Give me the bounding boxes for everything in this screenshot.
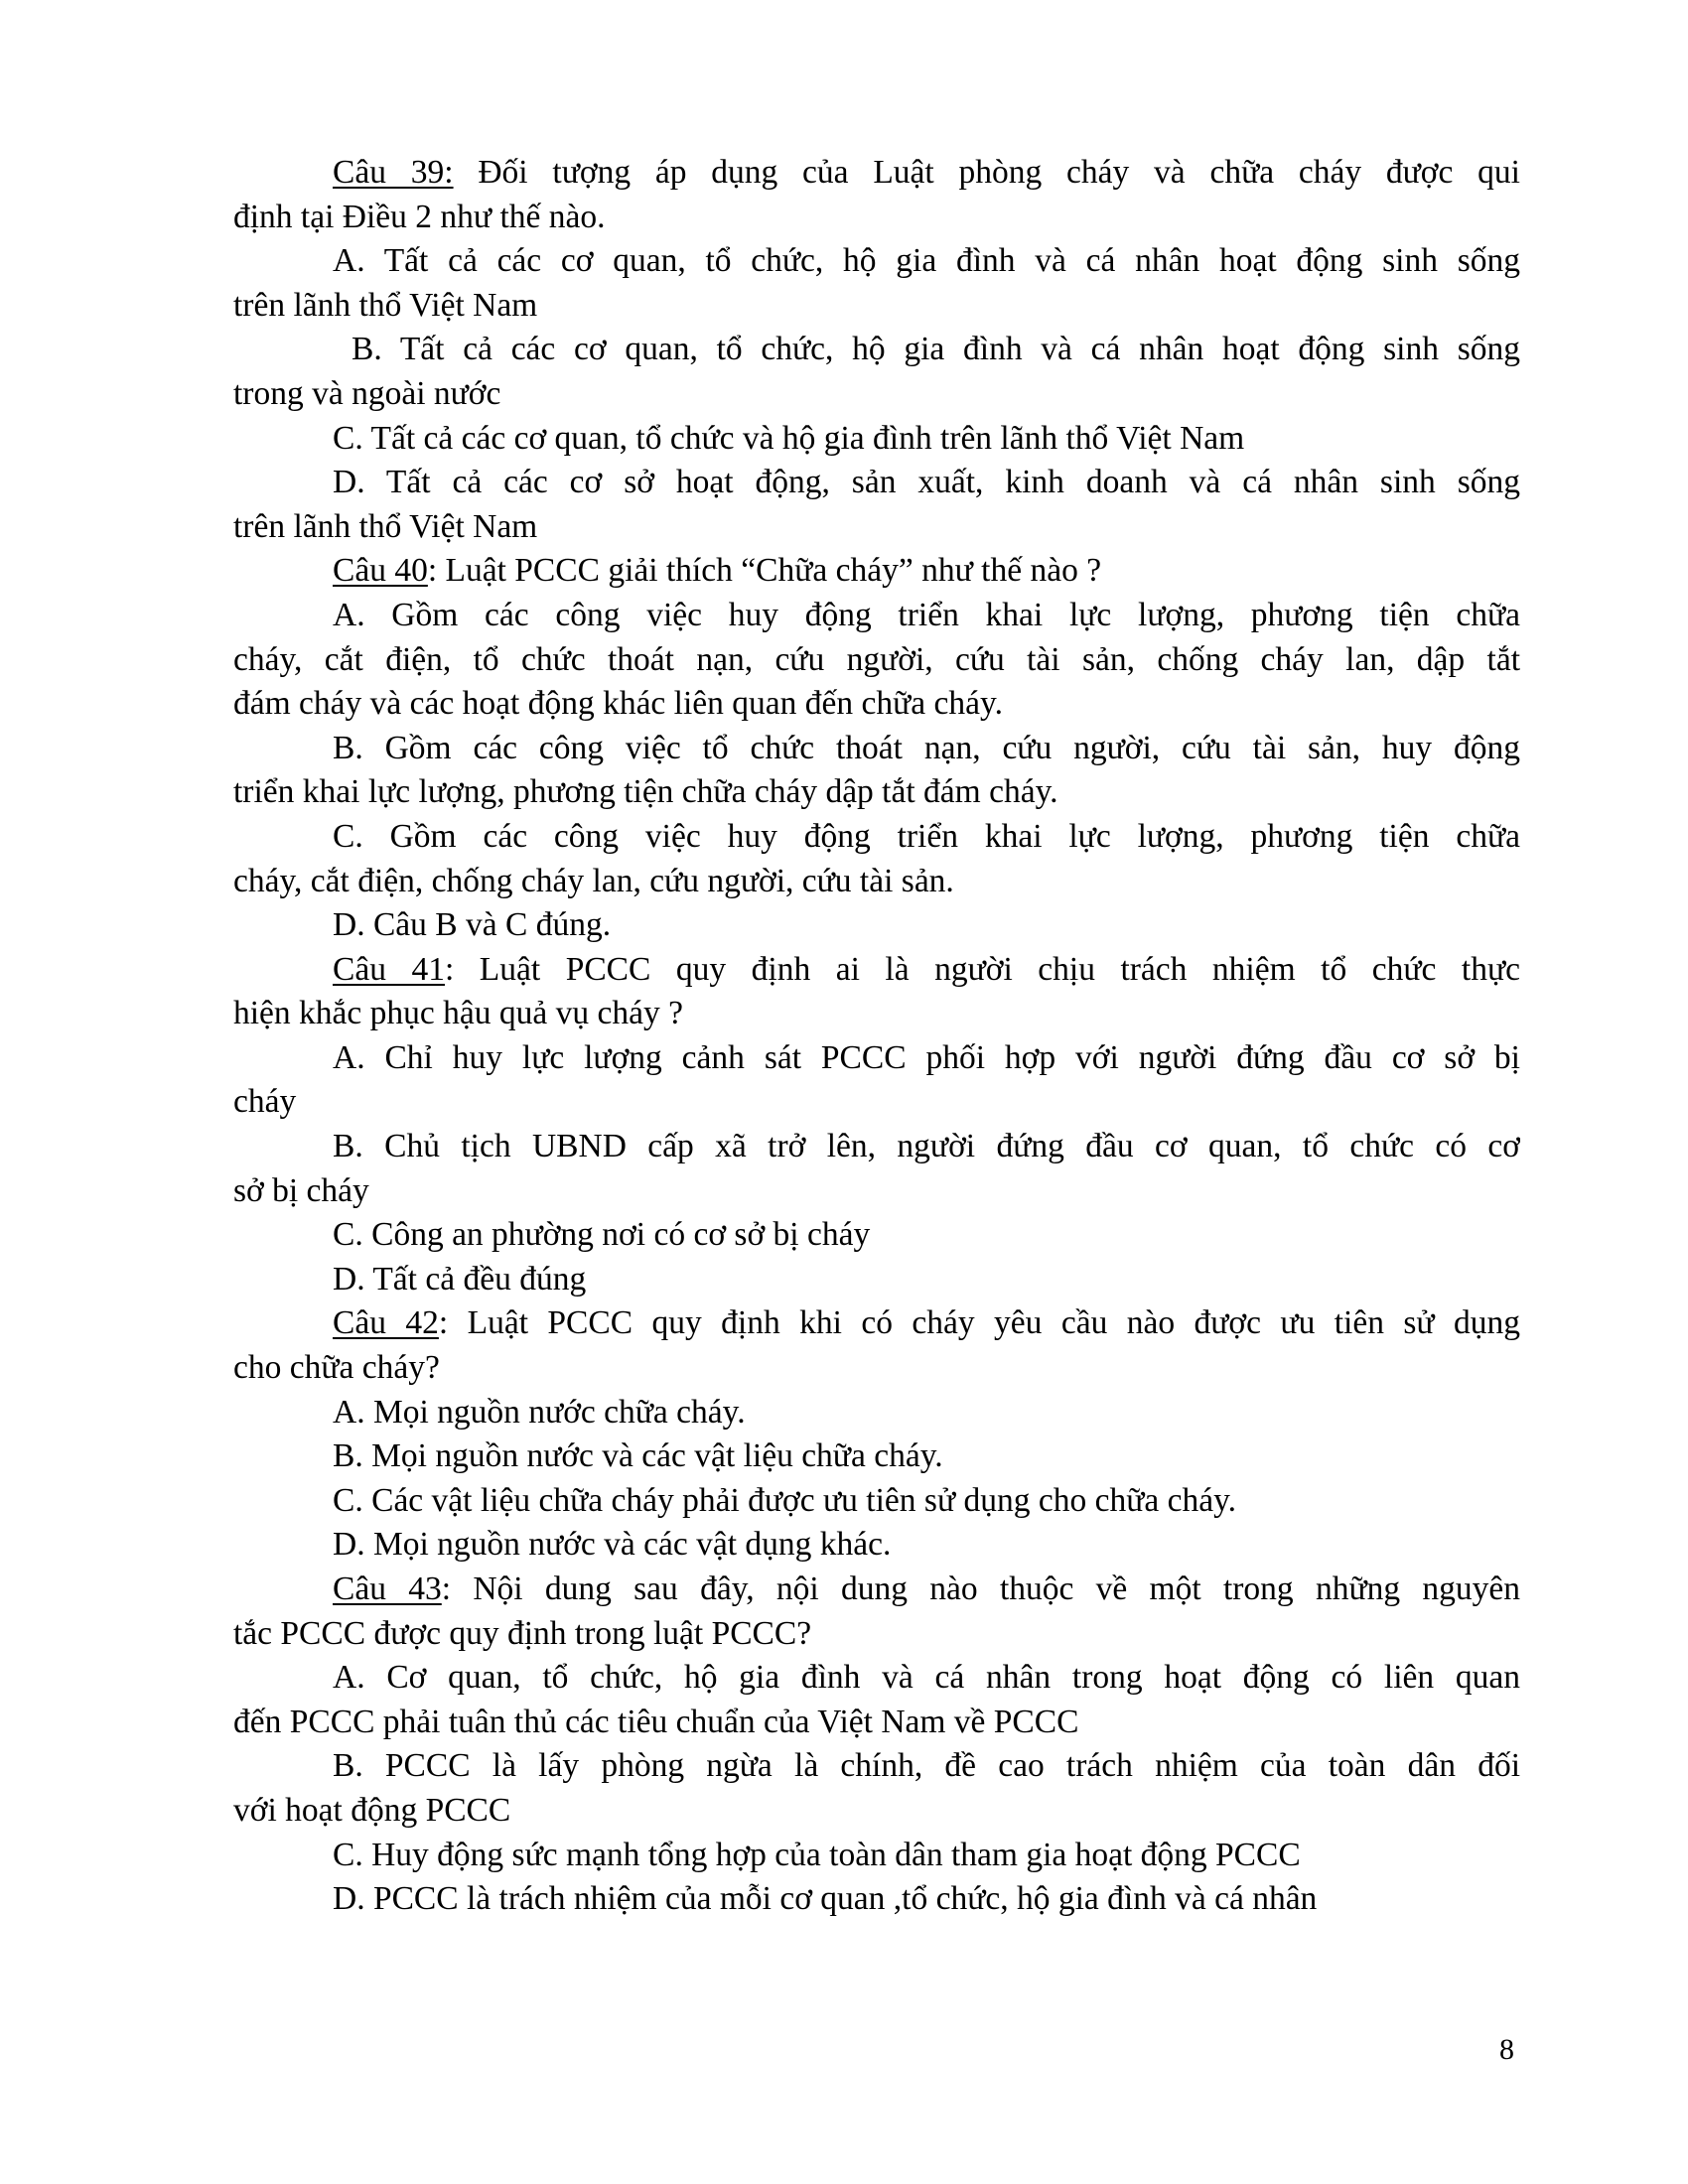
question-41-line-2: hiện khắc phục hậu quả vụ cháy ?	[233, 995, 684, 1032]
question-40-option-b: B. Gồm các công việc tổ chức thoát nạn, cứu người, cứu tài sản, huy động	[333, 729, 1520, 766]
question-41-text: : Luật PCCC quy định ai là người chịu trách nhiệm tổ chức thực	[444, 950, 1520, 988]
question-42-option-b: B. Mọi nguồn nước và các vật liệu chữa cháy.	[333, 1437, 943, 1475]
document-page	[233, 151, 1520, 1922]
question-41-option-d: D. Tất cả đều đúng	[333, 1260, 587, 1297]
question-40-option-c-cont: cháy, cắt điện, chống cháy lan, cứu người, cứu tài sản.	[233, 862, 954, 899]
question-39-text: Đối tượng áp dụng của Luật phòng cháy và chữa cháy được qui	[453, 154, 1520, 191]
question-43-option-d: D. PCCC là trách nhiệm của mỗi cơ quan ,tổ chức, hộ gia đình và cá nhân	[333, 1880, 1318, 1918]
question-43-line-2: tắc PCCC được quy định trong luật PCCC?	[233, 1614, 812, 1652]
question-41-line-1	[233, 948, 1520, 993]
question-40-line-1	[233, 549, 1520, 594]
question-41-option-b: B. Chủ tịch UBND cấp xã trở lên, người đứng đầu cơ quan, tổ chức có cơ	[333, 1128, 1520, 1165]
question-41-option-c: C. Công an phường nơi có cơ sở bị cháy	[333, 1216, 871, 1254]
question-39-option-d: D. Tất cả các cơ sở hoạt động, sản xuất, kinh doanh và cá nhân sinh sống	[333, 464, 1520, 501]
question-41-option-a: A. Chỉ huy lực lượng cảnh sát PCCC phối hợp với người đứng đầu cơ sở bị	[333, 1038, 1520, 1076]
question-39-label: Câu 39:	[333, 154, 454, 191]
question-41-option-b-cont: sở bị cháy	[233, 1171, 369, 1209]
question-42-option-c: C. Các vật liệu chữa cháy phải được ưu tiên sử dụng cho chữa cháy.	[333, 1481, 1237, 1519]
question-43-text: : Nội dung sau đây, nội dung nào thuộc về một trong những nguyên	[441, 1570, 1520, 1607]
question-40-option-c: C. Gồm các công việc huy động triển khai lực lượng, phương tiện chữa	[333, 817, 1520, 855]
question-42-line-2: cho chữa cháy?	[233, 1349, 440, 1387]
question-39-option-b: B. Tất cả các cơ quan, tổ chức, hộ gia đình và cá nhân hoạt động sinh sống	[352, 331, 1520, 368]
question-43-label: Câu 43	[333, 1570, 442, 1607]
question-40-label: Câu 40	[333, 552, 428, 590]
question-41-option-a-cont: cháy	[233, 1083, 297, 1121]
question-43-option-b-cont: với hoạt động PCCC	[233, 1791, 511, 1829]
question-39-option-a: A. Tất cả các cơ quan, tổ chức, hộ gia đình và cá nhân hoạt động sinh sống	[333, 242, 1520, 280]
question-43-option-b: B. PCCC là lấy phòng ngừa là chính, đề cao trách nhiệm của toàn dân đối	[333, 1747, 1520, 1785]
question-40-option-a: A. Gồm các công việc huy động triển khai lực lượng, phương tiện chữa	[333, 596, 1520, 633]
question-39-option-b-cont: trong và ngoài nước	[233, 374, 501, 412]
question-40-option-d: D. Câu B và C đúng.	[333, 906, 612, 944]
question-40-text: : Luật PCCC giải thích “Chữa cháy” như thế nào ?	[427, 552, 1102, 590]
question-43-line-1	[233, 1568, 1520, 1612]
question-40-option-a-cont-1: cháy, cắt điện, tổ chức thoát nạn, cứu người, cứu tài sản, chống cháy lan, dập tắt	[233, 640, 1520, 678]
question-39-line-2: định tại Điều 2 như thế nào.	[233, 198, 606, 235]
question-40-option-a-cont-2: đám cháy và các hoạt động khác liên quan đến chữa cháy.	[233, 685, 1003, 723]
question-41-label: Câu 41	[333, 950, 445, 988]
page-number: 8	[1499, 2033, 1514, 2066]
question-39-option-d-cont: trên lãnh thổ Việt Nam	[233, 507, 538, 545]
question-43-option-a: A. Cơ quan, tổ chức, hộ gia đình và cá nhân trong hoạt động có liên quan	[333, 1659, 1520, 1697]
question-42-option-a: A. Mọi nguồn nước chữa cháy.	[333, 1393, 746, 1431]
question-42-line-1	[233, 1301, 1520, 1346]
question-39-option-c: C. Tất cả các cơ quan, tổ chức và hộ gia đình trên lãnh thổ Việt Nam	[333, 419, 1245, 457]
question-39-option-a-cont: trên lãnh thổ Việt Nam	[233, 286, 538, 324]
question-43-option-a-cont: đến PCCC phải tuân thủ các tiêu chuẩn của Việt Nam về PCCC	[233, 1703, 1079, 1740]
question-39-line-1	[233, 151, 1520, 196]
question-42-text: : Luật PCCC quy định khi có cháy yêu cầu nào được ưu tiên sử dụng	[438, 1304, 1520, 1342]
question-40-option-b-cont: triển khai lực lượng, phương tiện chữa cháy dập tắt đám cháy.	[233, 773, 1058, 811]
question-43-option-c: C. Huy động sức mạnh tổng hợp của toàn dân tham gia hoạt động PCCC	[333, 1836, 1301, 1873]
question-42-label: Câu 42	[333, 1304, 439, 1342]
question-42-option-d: D. Mọi nguồn nước và các vật dụng khác.	[333, 1526, 892, 1564]
